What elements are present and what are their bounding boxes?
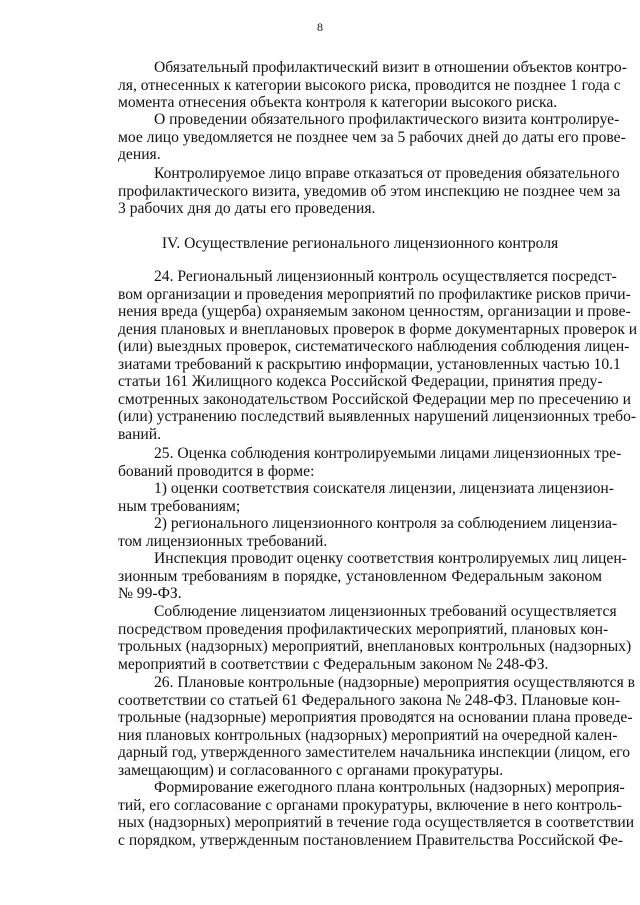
text-line: ля, отнесенных к категории высокого риска, проводится не позднее 1 года с (118, 76, 621, 94)
text-line: дарный год, утвержденного заместителем начальника инспекции (лицом, его (118, 744, 630, 761)
list-item-1 (118, 480, 614, 515)
text-line: 26. Плановые контрольные (надзорные) мероприятия осуществляются в (154, 674, 636, 691)
paragraph-visit-notice (118, 111, 626, 164)
text-line: 24. Региональный лицензионный контроль осуществляется посредст- (154, 268, 617, 285)
text-line: трольных (надзорных) мероприятий, внеплановых контрольных (надзорных) (118, 638, 632, 655)
text-line: тий, его согласование с органами прокуратуры, включение в него контроль- (118, 796, 622, 814)
text-line: № 99-ФЗ. (118, 585, 182, 602)
paragraph-visit-refusal (118, 165, 621, 218)
text-line: момента отнесения объекта контроля к категории высокого риска. (118, 94, 558, 111)
text-line: Инспекция проводит оценку соответствия контролируемых лиц лицен- (154, 550, 627, 567)
text-line: трольные (надзорные) мероприятия проводятся на основании плана проведе- (118, 709, 633, 726)
paragraph-24 (118, 268, 638, 443)
text-line: (или) выездных проверок, систематического наблюдения соблюдения лицен- (118, 338, 630, 355)
text-line: дения плановых и внеплановых проверок в форме документарных проверок и (118, 320, 638, 338)
text-line: 1) оценки соответствия соискателя лицензии, лицензиата лицензион- (154, 480, 614, 497)
text-line: ным требованиям; (118, 497, 241, 515)
text-line: Формирование ежегодного плана контрольных (надзорных) мероприя- (154, 779, 625, 796)
text-line: зионным требованиям в порядке, установленном Федеральным законом (118, 567, 602, 585)
text-line: О проведении обязательного профилактического визита контролируе- (154, 111, 620, 128)
list-item-2 (118, 515, 618, 550)
text-line: профилактического визита, уведомив об этом инспекцию не позднее чем за (118, 182, 621, 200)
text-line: мероприятий в соответствии с Федеральным законом № 248-ФЗ. (118, 655, 549, 673)
text-line: с порядком, утвержденным постановлением Правительства Российской Фе- (118, 831, 623, 849)
paragraph-annual-plan (118, 779, 635, 849)
text-line: 3 рабочих дня до даты его проведения. (118, 200, 376, 217)
text-line: Соблюдение лицензиатом лицензионных требований осуществляется (154, 603, 617, 620)
paragraph-inspection (118, 550, 627, 603)
paragraph-mandatory-visit (118, 59, 627, 112)
text-line: бований проводится в форме: (118, 462, 315, 480)
text-line: вом организации и проведения мероприятий по профилактике рисков причи- (118, 285, 631, 303)
paragraph-compliance (118, 603, 632, 673)
text-line: замещающим) и согласованного с органами прокуратуры. (118, 761, 504, 779)
text-line: ных (надзорных) мероприятий в течение года осуществляется в соответствии (118, 814, 635, 831)
text-line: ния плановых контрольных (надзорных) мероприятий на очередной кален- (118, 726, 618, 744)
text-line: смотренных законодательством Российской Федерации мер по пресечению и (118, 390, 631, 408)
text-line: зиатами требований к раскрытию информации, установленных частью 10.1 (118, 355, 621, 373)
text-line: мое лицо уведомляется не позднее чем за 5 рабочих дней до даты его прове- (118, 128, 626, 146)
text-line: том лицензионных требований. (118, 532, 328, 550)
text-line: Обязательный профилактический визит в отношении объектов контро- (154, 59, 627, 76)
text-line: посредством проведения профилактических мероприятий, плановых кон- (118, 620, 609, 638)
paragraph-26 (118, 674, 636, 779)
text-line: (или) устранению последствий выявленных нарушений лицензионных требо- (118, 408, 637, 425)
text-line: дения. (118, 146, 161, 163)
text-line: 25. Оценка соблюдения контролируемыми лицами лицензионных тре- (154, 445, 622, 462)
text-line: 2) регионального лицензионного контроля за соблюдением лицензиа- (154, 515, 618, 532)
text-line: соответствии со статьей 61 Федерального закона № 248-ФЗ. Плановые кон- (118, 691, 621, 709)
section-heading: IV. Осуществление регионального лицензионного контроля (161, 235, 559, 252)
text-line: статьи 161 Жилищного кодекса Российской Федерации, принятия преду- (118, 373, 603, 390)
text-line: нения вреда (ущерба) охраняемым законом ценностям, организации и прове- (118, 303, 631, 320)
text-line: ваний. (118, 425, 162, 443)
page-number: 8 (317, 20, 323, 34)
paragraph-25 (118, 445, 622, 480)
text-line: Контролируемое лицо вправе отказаться от проведения обязательного (154, 165, 620, 182)
